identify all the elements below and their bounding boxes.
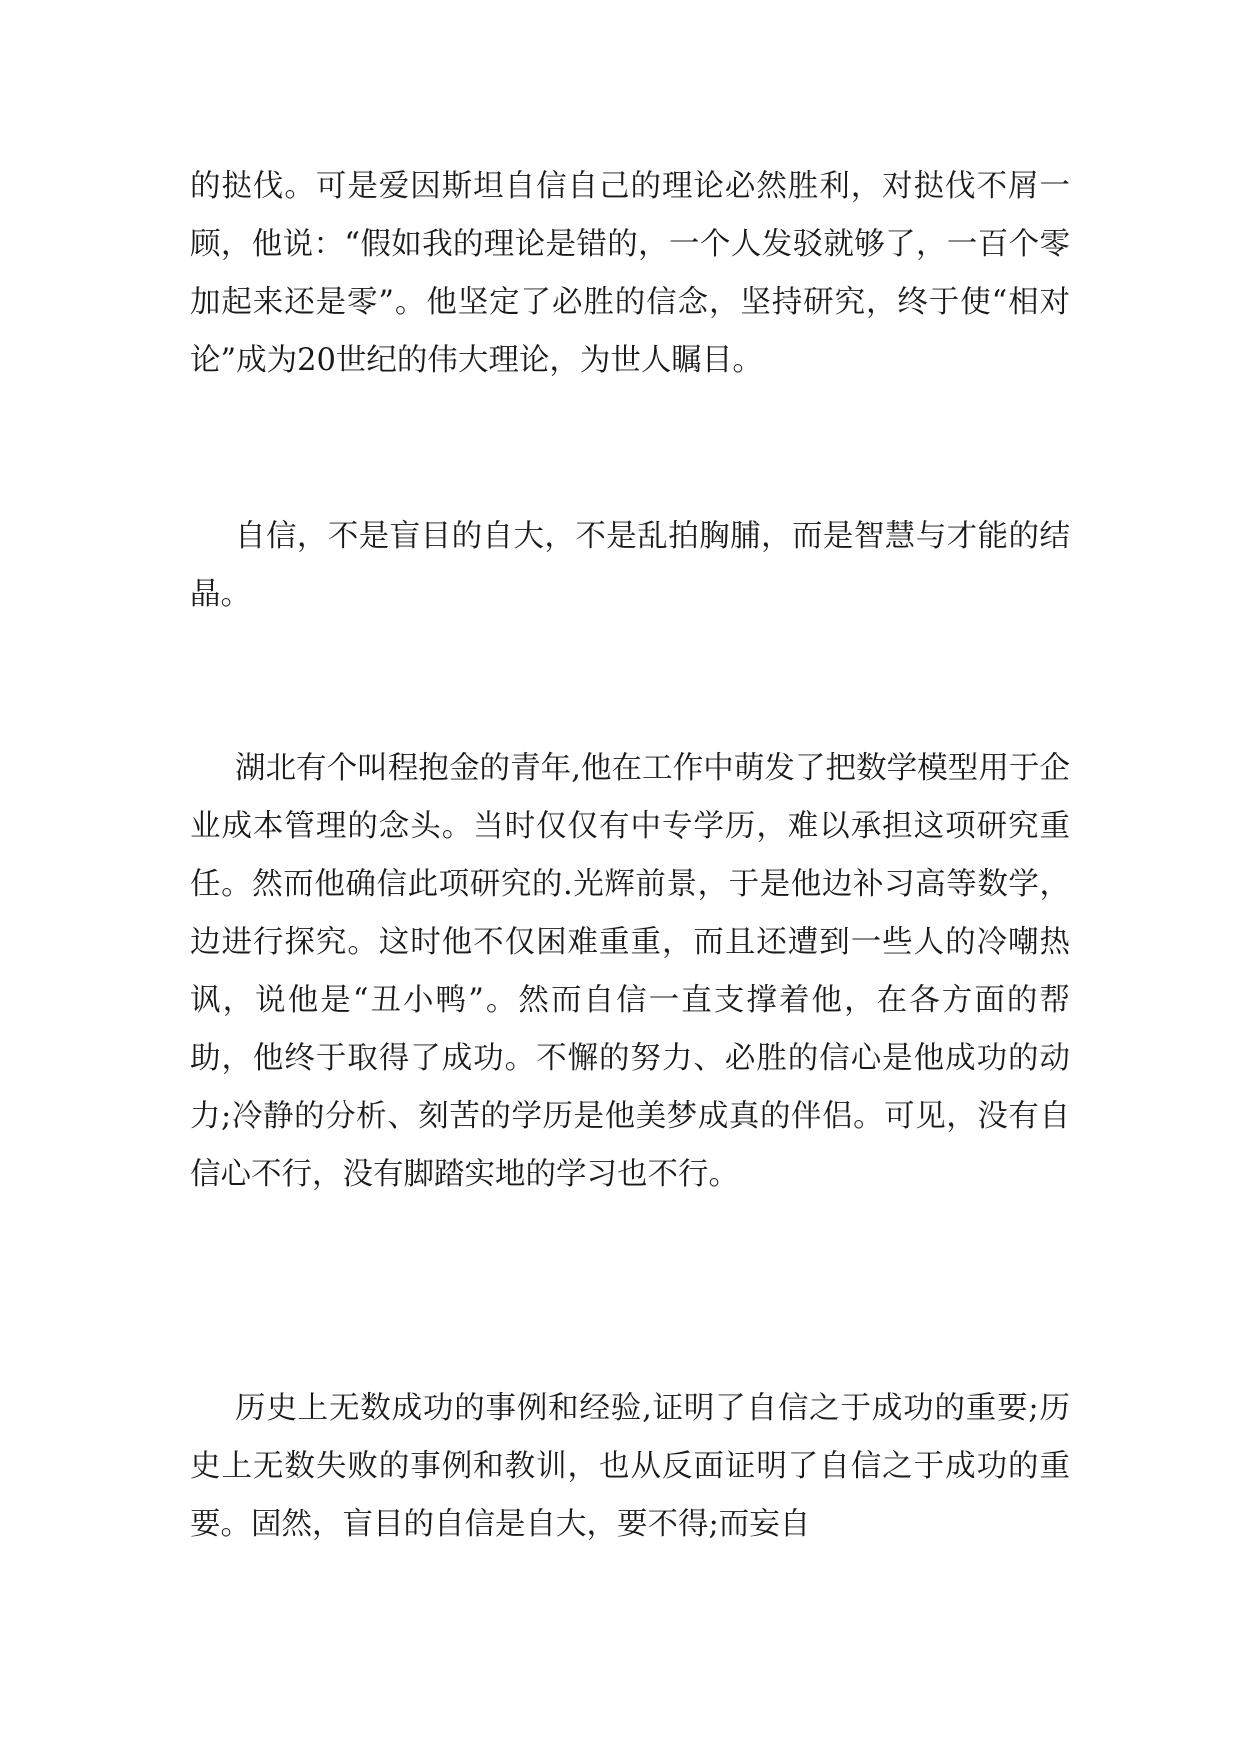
paragraph-history: 历史上无数成功的事例和经验,证明了自信之于成功的重要;历史上无数失败的事例和教训，也从反面证明了自信之于成功的重要。固然，盲目的自信是自大，要不得;而妄自	[190, 1391, 1070, 1542]
paragraph-einstein: 的挞伐。可是爱因斯坦自信自己的理论必然胜利，对挞伐不屑一顾，他说：“假如我的理论是错的，一个人发驳就够了，一百个零加起来还是零”。他坚定了必胜的信念，坚持研究，终于使“相对论”成为20世纪的伟大理论，为世人瞩目。	[190, 169, 1070, 378]
paragraph-cheng-baojin: 湖北有个叫程抱金的青年,他在工作中萌发了把数学模型用于企业成本管理的念头。当时仅仅有中专学历，难以承担这项研究重任。然而他确信此项研究的.光辉前景，于是他边补习高等数学，边进行探究。这时他不仅困难重重，而且还遭到一些人的冷嘲热讽，说他是“丑小鸭”。然而自信一直支撑着他，在各方面的帮助，他终于取得了成功。不懈的努力、必胜的信心是他成功的动力;冷静的分析、刻苦的学历是他美梦成真的伴侣。可见，没有自信心不行，没有脚踏实地的学习也不行。	[190, 751, 1070, 1192]
paragraph-confidence-definition: 自信，不是盲目的自大，不是乱拍胸脯，而是智慧与才能的结晶。	[190, 519, 1070, 612]
